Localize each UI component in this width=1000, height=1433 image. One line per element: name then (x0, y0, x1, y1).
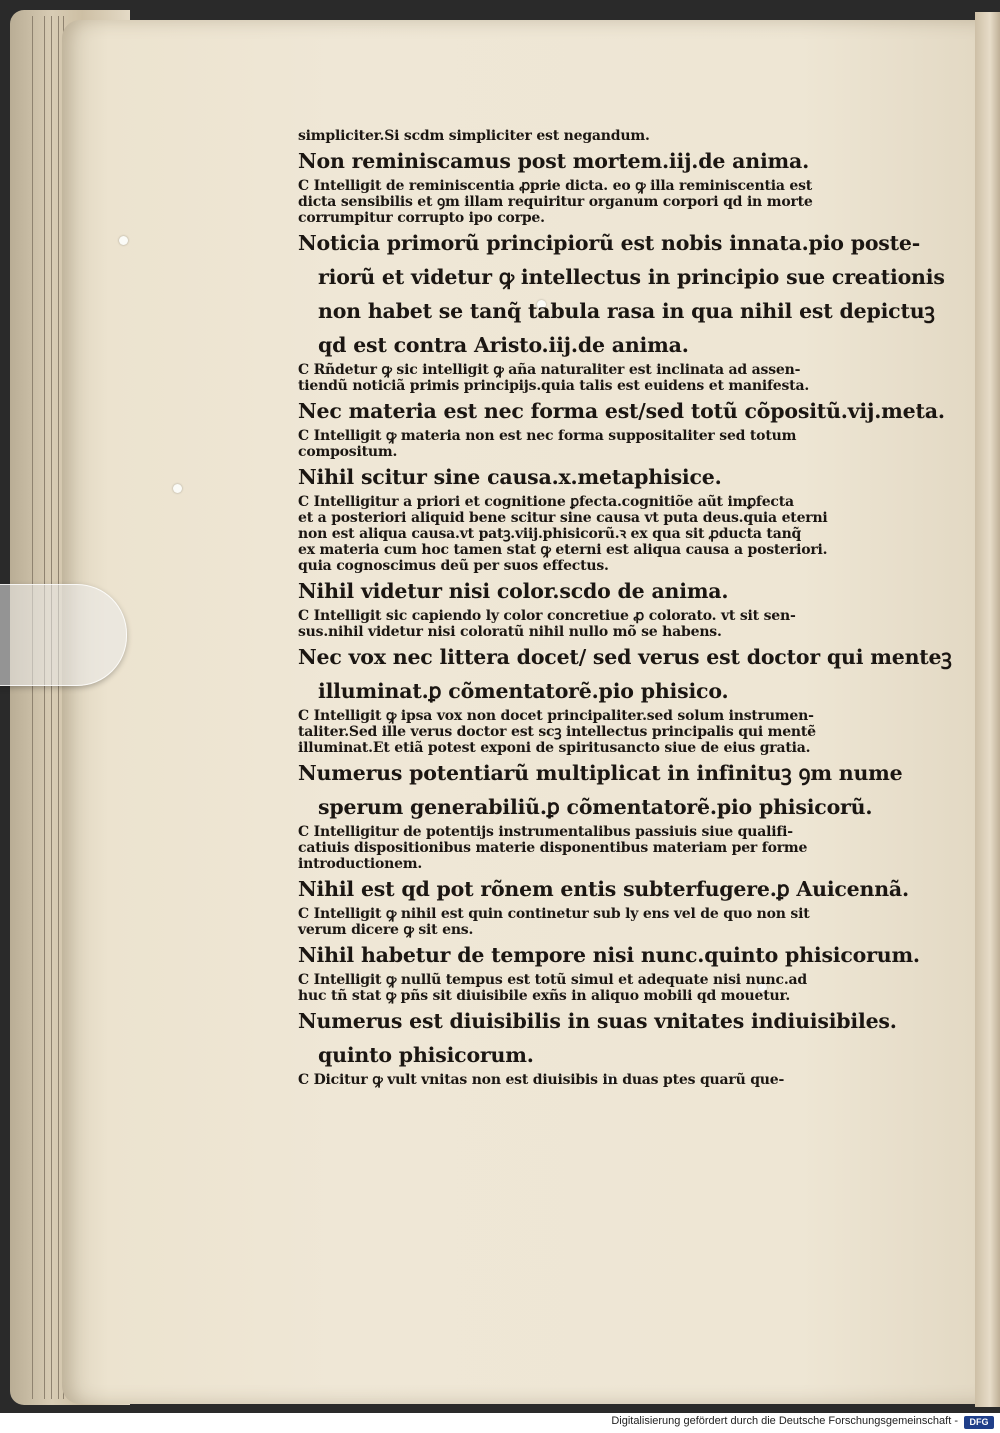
commentary-line: verum dicere ꝙ sit ens. (298, 922, 474, 938)
commentary-line: simpliciter.Si scdm simpliciter est negandum. (298, 128, 650, 144)
commentary-line: C Dicitur ꝙ vult vnitas non est diuisibis in duas ptes quarũ que- (298, 1072, 785, 1088)
heading-line: Nihil habetur de tempore nisi nunc.quinto phisicorum. (298, 943, 920, 967)
commentary-line: non est aliqua causa.vt patꝫ.viij.phisicorũ.ꝛ ex qua sit ꝓducta tanq̃ (298, 526, 802, 542)
heading-line: riorũ et videtur ꝙ intellectus in principio sue creationis (318, 265, 945, 289)
commentary-line: C Intelligit ꝙ nihil est quin continetur sub ly ens vel de quo non sit (298, 906, 810, 922)
commentary-line: C Intelligitur a priori et cognitione ꝑfecta.cognitiõe aũt imꝑfecta (298, 494, 794, 510)
heading-line: illuminat.ꝑ cõmentatorẽ.pio phisico. (318, 679, 729, 703)
commentary-line: C Intelligit sic capiendo ly color concretiue ꝓ colorato. vt sit sen- (298, 608, 796, 624)
commentary-line: introductionem. (298, 856, 423, 872)
commentary-line: corrumpitur corrupto ipo corpe. (298, 210, 545, 226)
commentary-line: taliter.Sed ille verus doctor est scꝫ intellectus principalis qui mentẽ (298, 724, 816, 740)
heading-line: Nihil videtur nisi color.scdo de anima. (298, 579, 729, 603)
heading-line: Numerus est diuisibilis in suas vnitates indiuisibiles. (298, 1009, 897, 1033)
commentary-line: catiuis dispositionibus materie disponentibus materiam per forme (298, 840, 808, 856)
commentary-line: dicta sensibilis et ꝯm illam requiritur organum corpori qd in morte (298, 194, 813, 210)
commentary-line: compositum. (298, 444, 398, 460)
heading-line: Numerus potentiarũ multiplicat in infinituꝫ ꝯm nume (298, 761, 903, 785)
commentary-line: quia cognoscimus deũ per suos effectus. (298, 558, 609, 574)
incunable-text-block (298, 128, 952, 1088)
commentary-line: tiendũ noticiã primis principijs.quia talis est euidens et manifesta. (298, 378, 809, 394)
heading-line: Nec materia est nec forma est/sed totũ cõpositũ.vij.meta. (298, 399, 945, 423)
heading-line: Nihil scitur sine causa.x.metaphisice. (298, 465, 722, 489)
heading-line: Noticia primorũ principiorũ est nobis innata.pio poste- (298, 231, 921, 255)
funding-credit: Digitalisierung gefördert durch die Deutsche Forschungsgemeinschaft - (611, 1415, 958, 1427)
commentary-line: sus.nihil videtur nisi coloratũ nihil nullo mõ se habens. (298, 624, 722, 640)
commentary-line: C Intelligit ꝙ nullũ tempus est totũ simul et adequate nisi nunc.ad (298, 972, 807, 988)
commentary-line: ex materia cum hoc tamen stat ꝙ eterni est aliqua causa a posteriori. (298, 542, 828, 558)
digitization-footer (0, 1413, 1000, 1433)
commentary-line: C Intelligit ꝙ ipsa vox non docet principaliter.sed solum instrumen- (298, 708, 814, 724)
commentary-line: C Intelligit de reminiscentia ꝓprie dicta. eo ꝙ illa reminiscentia est (298, 178, 813, 194)
commentary-line: huc tñ stat ꝙ pñs sit diuisibile exñs in aliquo mobili qd mouetur. (298, 988, 791, 1004)
commentary-line: illuminat.Et etiã potest exponi de spiritusancto siue de eius gratia. (298, 740, 811, 756)
heading-line: non habet se tanq̃ tabula rasa in qua nihil est depictuꝫ (318, 299, 935, 323)
heading-line: Nec vox nec littera docet/ sed verus est doctor qui menteꝫ (298, 645, 952, 669)
heading-line: sperum generabiliũ.ꝑ cõmentatorẽ.pio phisicorũ. (318, 795, 873, 819)
commentary-line: C Intelligitur de potentijs instrumentalibus passiuis siue qualifi- (298, 824, 793, 840)
dfg-logo: DFG (964, 1416, 994, 1429)
commentary-line: C Intelligit ꝙ materia non est nec forma suppositaliter sed totum (298, 428, 797, 444)
heading-line: Nihil est qd pot rõnem entis subterfugere.ꝑ Auicennã. (298, 877, 909, 901)
commentary-line: et a posteriori aliquid bene scitur sine causa vt puta deus.quia eterni (298, 510, 828, 526)
page-holder-clip (0, 584, 127, 686)
right-page-edge (975, 12, 1000, 1407)
heading-line: Non reminiscamus post mortem.iij.de anima. (298, 149, 810, 173)
heading-line: quinto phisicorum. (318, 1043, 534, 1067)
worm-hole (173, 484, 182, 493)
heading-line: qd est contra Aristo.iij.de anima. (318, 333, 689, 357)
worm-hole (119, 236, 128, 245)
commentary-line: C Rñdetur ꝙ sic intelligit ꝙ aña naturaliter est inclinata ad assen- (298, 362, 801, 378)
